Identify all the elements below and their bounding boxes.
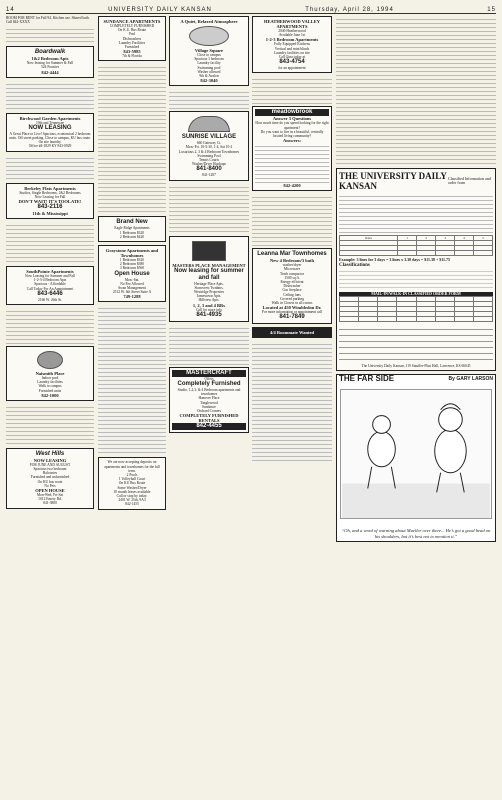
- sunrise-item: Swimming Pool: [197, 153, 221, 158]
- classified-lines: [6, 26, 94, 44]
- mp-item: Heritage Place Apts.: [194, 281, 224, 286]
- mastercraft-place: Hanover Place: [198, 396, 220, 401]
- classified-lines: [6, 81, 94, 111]
- rates-col-header: 1: [398, 236, 417, 241]
- leanna-item: washer/dryer: [282, 263, 302, 268]
- sundance-item: Pool: [128, 32, 136, 37]
- village-item: Close to campus: [197, 53, 221, 57]
- mp-item: Westridge Properties: [194, 290, 224, 295]
- sunrise-address: 660 Gateway Ct.: [196, 141, 222, 146]
- sundance-item: Laundry Facilities: [118, 40, 146, 45]
- mastercraft-line4: COMPLETELY FURNISHED RENTALS: [179, 413, 239, 424]
- form-instructions: [339, 193, 493, 233]
- cartoon-drawing: [340, 389, 492, 519]
- village-item: Laundry facility: [197, 61, 221, 66]
- mp-name: MASTERS PLACE MANAGEMENT: [172, 262, 246, 268]
- rates-col-header: Rates: [340, 236, 398, 241]
- sundance-line1: COMPLETELY FURNISHED: [109, 24, 155, 28]
- berkeley-address: 11th & Mississippi: [32, 211, 68, 217]
- birchwood-ad: [6, 113, 94, 152]
- sunrise-name: SUNRISE VILLAGE: [181, 134, 237, 141]
- mp-line2: Call for more info: [195, 307, 223, 312]
- graystone-line4: Open House: [114, 270, 150, 277]
- southpointe-address: 2166 W. 26th St.: [37, 297, 63, 302]
- sunrise-phone1: 841-8400: [196, 166, 222, 173]
- mp-item: Jamestown Apts.: [196, 294, 222, 299]
- column-1: [6, 16, 94, 796]
- walk-line3: 1 Volleyball Court: [118, 477, 146, 482]
- mp-item: Stonecrest Twnhms.: [194, 285, 224, 290]
- sunrise-item: Tennis Courts: [198, 158, 219, 163]
- leanna-item: Energy efficient: [280, 280, 304, 285]
- naismith-phone: 842-1000: [41, 392, 59, 398]
- westhills-feature: On KU bus route: [37, 479, 63, 484]
- meadowbrook-ad: [252, 106, 332, 191]
- classified-order-form: [336, 168, 496, 371]
- berkeley-line2: Now Leasing for Fall: [34, 194, 66, 199]
- village-headline: A Quiet, Relaxed Atmosphere: [180, 19, 238, 24]
- village-logo-icon: [189, 26, 229, 46]
- graystone-name: Graystone Apartments and Townhomes: [105, 248, 159, 259]
- sundance-item: Furnished: [124, 45, 140, 50]
- masters-place-ad: [169, 236, 249, 322]
- brandnew-name: Brand New: [116, 219, 148, 226]
- issue-date: Thursday, April 28, 1994: [305, 7, 394, 13]
- naismith-item: Walk to campus: [38, 384, 62, 389]
- leanna-item: Dishwasher: [283, 284, 301, 289]
- classified-lines: [169, 184, 249, 234]
- mastercraft-place: Sundance: [202, 404, 216, 409]
- heatherwood-line3: Call Gina today at: [278, 55, 306, 60]
- mastercraft-line2: Completely Furnished: [177, 381, 241, 388]
- brandnew-line1: 1 Bedroom $320: [119, 230, 145, 235]
- village-square-ad: [169, 16, 249, 86]
- cartoon-illustration-icon: [341, 390, 491, 518]
- leanna-headline: New 4 Bedroom/3 bath: [269, 258, 315, 264]
- walk-phone: 842-1455: [125, 502, 139, 507]
- naismith-logo-icon: [37, 351, 63, 369]
- page-number-left: 14: [6, 7, 15, 13]
- heatherwood-address: 2040 Heatherwood: [278, 29, 306, 33]
- westhills-line1: NOW LEASING: [33, 457, 67, 463]
- form-order-header: MAIL-IN/WALK-IN CLASSIFIED ORDER FORM: [339, 292, 493, 296]
- farside-author: By GARY LARSON: [448, 376, 493, 383]
- classified-lines: [6, 308, 94, 344]
- birchwood-body: A Great Place to Live! Spacious, economical 2 bedroom units. Off street parking. Close to campus, KU bus route. On site laundry.: [9, 131, 91, 145]
- village-name: Village Square: [194, 48, 224, 53]
- classified-lines: [98, 64, 166, 214]
- leanna-item: 1500 sq ft.: [284, 275, 300, 280]
- form-classifications: Classifications: [339, 263, 370, 269]
- westhills-line3: OPEN HOUSE: [35, 488, 65, 494]
- sunrise-ad: [169, 111, 249, 180]
- classified-lines: [98, 305, 166, 455]
- column-3: [169, 16, 249, 796]
- meadowbrook-q2: Do you want to live in a beautiful, centrally located living community?: [260, 129, 324, 139]
- westhills-feature: No Pets: [44, 483, 56, 488]
- heatherwood-ad: [252, 16, 332, 73]
- walk-line6: 10 month leases available: [113, 489, 151, 494]
- leanna-item: Trash compactor: [279, 271, 305, 276]
- column-2: [98, 16, 166, 796]
- rates-col-header: 3: [436, 236, 455, 241]
- boardwalk-line1: 1&2 Bedroom Apts: [31, 56, 69, 62]
- classified-text: ROOM FOR RENT for Fall 94. Kitchen use. Shared bath. Call 842-XXXX: [6, 16, 90, 25]
- classified-lines: [169, 325, 249, 365]
- berkeley-name: Berkeley Flats Apartments: [24, 185, 76, 191]
- classified-lines: [6, 155, 94, 181]
- leanna-mar-ad: [252, 248, 332, 324]
- boardwalk-line2: Now leasing for Summer & Fall: [26, 61, 74, 66]
- birchwood-name: Birchwood Garden Apartments: [19, 115, 81, 121]
- rates-col-header: 2: [417, 236, 436, 241]
- meadowbrook-headline: Answer 3 Questions: [272, 116, 312, 122]
- southpointe-phone: 843-6446: [37, 290, 63, 297]
- rates-col-header: 4: [455, 236, 474, 241]
- page-number-right: 15: [487, 7, 496, 13]
- graystone-ad: [98, 245, 166, 302]
- classified-lines: [252, 76, 332, 104]
- cartoon-caption: “Oh, and a word of warning about Mueller over there... He’s got a good head on his shoulders, but it’s best not to mention it.”: [341, 528, 491, 539]
- birchwood-phone: Office #4-1829 KY 843-0929: [28, 144, 72, 149]
- farside-title: THE FAR SIDE: [339, 374, 395, 384]
- paper-name: UNIVERSITY DAILY KANSAN: [108, 7, 212, 13]
- sundance-item: Dishwashers: [122, 36, 142, 41]
- graystone-address: 2512 W. 6th Street Suite A: [112, 290, 152, 295]
- berkeley-ad: [6, 183, 94, 219]
- mastercraft-place: Orchard Corners: [196, 409, 222, 414]
- sunrise-hours: Mon.-Fri. 10-5:30, 1-4, Sat 10-2: [185, 145, 233, 150]
- southpointe-line1: Now Leasing for Summer and Fall: [24, 274, 75, 279]
- leanna-item: Covered parking: [279, 296, 305, 301]
- leanna-item: Ceiling fans: [283, 292, 301, 297]
- village-item: Spacious 1 bedroom: [194, 57, 224, 62]
- leanna-line2: For more information or appointment call: [262, 310, 322, 315]
- classified-lines: [336, 16, 496, 166]
- graystone-line5: Mon.-Sat.: [124, 277, 140, 282]
- berkeley-line3: DON'T WAIT! IT'S TOOLATE!: [18, 199, 82, 205]
- naismith-ad: [6, 346, 94, 401]
- classified-lines: [252, 341, 332, 461]
- walk-line5: Some Washer/Dryer: [117, 485, 147, 490]
- berkeley-phone: 843-2116: [37, 204, 63, 211]
- westhills-ad: [6, 448, 94, 509]
- mp-headline: Now leasing for summer and fall: [174, 267, 244, 281]
- mp-logo-icon: [192, 241, 226, 261]
- walk-line1: We are now accepting deposits on apartments and townhomes for the fall term.: [104, 460, 160, 473]
- graystone-line3: 3 Bedroom $560: [119, 266, 145, 271]
- naismith-item: Laundry facilities: [37, 380, 63, 385]
- village-phone: 842-3040: [200, 78, 218, 84]
- graystone-phone: 749-1288: [123, 294, 141, 300]
- westhills-feature: Furnished and unfurnished: [30, 475, 70, 480]
- classifications-list: [339, 268, 493, 290]
- heatherwood-phone: 843-4754: [279, 59, 305, 66]
- graystone-line6: No Fee Allowed: [120, 281, 144, 286]
- classified-lines: [6, 404, 94, 446]
- heatherwood-item: Laundry facilities on site: [274, 50, 310, 55]
- mastercraft-line3: Studio, 1,2,3, & 4 Bedroom apartments and townhomes: [177, 388, 241, 397]
- mastercraft-line1: Offers: [204, 376, 214, 381]
- birchwood-sub: 19th and Tennessee: [35, 120, 65, 125]
- walk-ad: [98, 457, 166, 509]
- roommate-banner: [252, 327, 332, 338]
- order-grid[interactable]: [339, 296, 493, 322]
- mastercraft-name: MASTERCRAFT: [172, 370, 246, 377]
- mastercraft-place: Tanglewood: [200, 400, 218, 405]
- heatherwood-line1: Available June 1st: [278, 33, 306, 38]
- heatherwood-line2: 1-2-3 Bedroom Apartments: [265, 37, 319, 43]
- rates-col-header: 5: [474, 236, 493, 241]
- westhills-line2: FOR JUNE AND AUGUST: [29, 462, 71, 467]
- westhills-address: 1012 Emery Rd.: [38, 497, 62, 502]
- heatherwood-item: Vertical and mini blinds: [274, 46, 310, 51]
- southpointe-line2: 1-2-3-4 Bedroom Apts: [33, 278, 67, 283]
- walk-line7: Call or stop by today.: [116, 494, 148, 499]
- far-side-cartoon: [336, 374, 496, 542]
- form-title: THE UNIVERSITY DAILY KANSAN: [339, 171, 447, 191]
- meadowbrook-phone: 842-4200: [283, 183, 301, 189]
- village-item: Swimming pool: [197, 65, 221, 70]
- graystone-line1: 1 Bedroom $320: [119, 258, 145, 263]
- westhills-name: West Hills: [35, 450, 65, 457]
- graystone-line7: Swan Management: [118, 286, 146, 291]
- masthead: [6, 4, 496, 14]
- sundance-phone: 843-5985: [123, 49, 141, 55]
- southpointe-line4: Call Today For An Appointment: [26, 286, 74, 291]
- leanna-name: Leanna Mar Townhomes: [257, 251, 327, 258]
- boardwalk-address: 524 Frontier: [41, 65, 59, 70]
- southpointe-ad: [6, 266, 94, 305]
- mastercraft-ad: [169, 367, 249, 433]
- classified-lines: [6, 222, 94, 264]
- westhills-hours: Mon-Wed, Fri-Sat: [36, 493, 64, 498]
- boardwalk-name: Boardwalk: [34, 49, 66, 56]
- roommate-title: 4/4 Roommate Wanted: [270, 330, 314, 336]
- brandnew-sub: Eagle Ridge Apartments: [114, 226, 150, 231]
- sundance-ad: [98, 16, 166, 61]
- meadowbrook-body: [255, 143, 329, 183]
- village-item: Washer allowed: [197, 69, 221, 74]
- mp-phone: 841-4935: [196, 311, 222, 318]
- heatherwood-line4: for an appointment: [278, 66, 306, 71]
- naismith-item: Furnished units: [38, 388, 62, 393]
- sunrise-logo-icon: [188, 116, 230, 132]
- form-footer: The University Daily Kansan, 119 Stauffer-Flint Hall, Lawrence, KS 66045: [361, 364, 471, 369]
- column-5: [336, 16, 496, 796]
- graystone-line2: 2 Bedroom $380: [119, 262, 145, 267]
- southpointe-name: SouthPointe Apartments: [26, 269, 74, 275]
- form-signature-lines[interactable]: [339, 324, 493, 364]
- heatherwood-name: HEATHERWOOD VALLEY APARTMENTS: [264, 19, 320, 29]
- leanna-phone: 841-7849: [279, 314, 305, 321]
- column-4: [252, 16, 332, 796]
- meadowbrook-name: meadowbrook: [255, 109, 329, 116]
- brandnew-line2: 2 Bedroom $420: [119, 234, 145, 239]
- naismith-item: Indoor pool: [41, 376, 59, 381]
- mastercraft-phone: 842-4455: [172, 423, 246, 430]
- form-sub: Classified Information and order form: [447, 175, 491, 185]
- birchwood-headline: NOW LEASING: [28, 124, 72, 131]
- sundance-name: SUNDANCE APARTMENTS: [103, 19, 161, 24]
- walk-line4: On KU Bus Route: [118, 481, 146, 486]
- heatherwood-item: Fully Equipped Kitchens: [274, 42, 310, 47]
- sunrise-phone2: 841-1287: [202, 173, 216, 178]
- sundance-address: 7th & Florida: [122, 54, 142, 59]
- mp-item: Hillview Apts.: [198, 298, 220, 303]
- leanna-item: Gas fireplace: [282, 288, 302, 293]
- classified-lines: [252, 194, 332, 246]
- westhills-phone: 841-3800: [43, 501, 57, 506]
- sunrise-line1: Luxurious 2, 3 & 4 Bedroom Townhomes: [178, 149, 240, 154]
- boardwalk-ad: [6, 46, 94, 77]
- westhills-feature: Balconies: [42, 471, 58, 476]
- leanna-line1: Located at 450 Wimbledon Dr.: [262, 305, 322, 311]
- westhills-feature: Spacious two bedroom: [33, 467, 67, 472]
- classified-lines: [169, 89, 249, 109]
- walk-address: 2401 W. 25th, 9A3: [118, 498, 146, 503]
- sunrise-item: Washer/Dryer Hookups: [192, 162, 226, 167]
- village-address: 9th & Avalon: [199, 74, 219, 79]
- brandnew-ad: [98, 216, 166, 242]
- form-example: Example: 3 lines for 3 days = 3 lines x 3.30 days = $11.38 + $11.75: [339, 257, 450, 263]
- walk-line2: 2 Pools: [126, 473, 138, 478]
- mp-line1: 1, 2, 3 and 4 BRs: [192, 302, 226, 308]
- southpointe-line3: Spacious - Affordable: [34, 282, 66, 287]
- naismith-name: Naismith Place: [35, 371, 65, 377]
- leanna-item: Microwave: [283, 267, 301, 272]
- meadowbrook-q1: How much time do you spend looking for the right apartment?: [255, 121, 329, 130]
- boardwalk-phone: 842-4444: [41, 69, 59, 75]
- rates-table: [339, 235, 493, 256]
- meadowbrook-line1: Answers:: [283, 138, 301, 144]
- sundance-item: On K.U. Bus Route: [117, 28, 147, 33]
- leanna-item: Walk in Closets in all rooms: [271, 301, 313, 306]
- berkeley-line1: Studios, Single Bedrooms, 1&2 Bedrooms: [19, 190, 81, 195]
